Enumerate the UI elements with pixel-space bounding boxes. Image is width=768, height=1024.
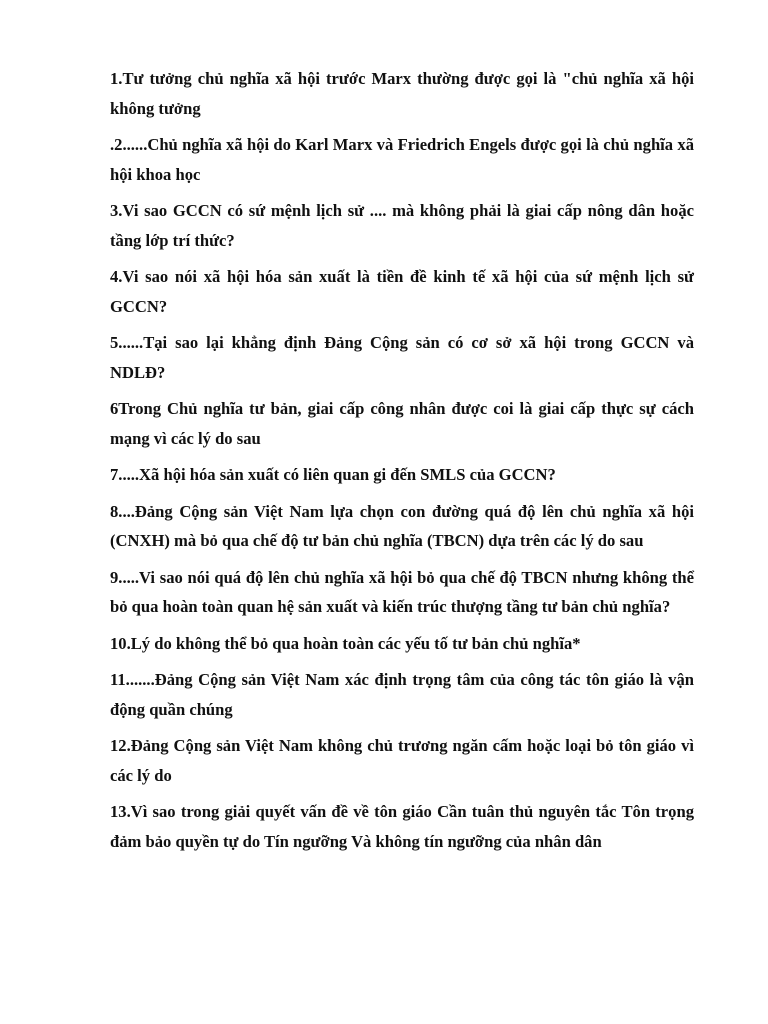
question-13: 13.Vì sao trong giải quyết vấn đề về tôn giáo Cần tuân thủ nguyên tắc Tôn trọng đảm bảo quyền tự do Tín ngưỡng Và không tín ngưỡng của nhân dân xyxy=(110,802,694,851)
question-7: 7.....Xã hội hóa sản xuất có liên quan gi đến SMLS của GCCN? xyxy=(110,465,556,484)
question-12: 12.Đảng Cộng sản Việt Nam không chủ trương ngăn cấm hoặc loại bỏ tôn giáo vì các lý do xyxy=(110,736,694,785)
question-6: 6Trong Chủ nghĩa tư bản, giai cấp công nhân được coi là giai cấp thực sự cách mạng vì các lý do sau xyxy=(110,399,694,448)
question-5: 5......Tại sao lại khẳng định Đảng Cộng sản có cơ sở xã hội trong GCCN và NDLĐ? xyxy=(110,333,694,382)
question-1: 1.Tư tưởng chủ nghĩa xã hội trước Marx thường được gọi là "chủ nghĩa xã hội không tưởng xyxy=(110,69,694,118)
question-9: 9.....Vi sao nói quá độ lên chủ nghĩa xã hội bỏ qua chế độ TBCN nhưng không thể bỏ qua hoàn toàn quan hệ sản xuất và kiến trúc thượng tầng tư bản chủ nghĩa? xyxy=(110,567,694,616)
question-8: 8....Đảng Cộng sản Việt Nam lựa chọn con đường quá độ lên chủ nghĩa xã hội (CNXH) mà bỏ qua chế độ tư bản chủ nghĩa (TBCN) dựa trên các lý do sau xyxy=(110,501,694,550)
question-10: 10.Lý do không thể bỏ qua hoàn toàn các yếu tố tư bản chủ nghĩa* xyxy=(110,633,581,653)
document-page xyxy=(110,64,694,863)
question-3: 3.Vi sao GCCN có sứ mệnh lịch sử .... mà không phải là giai cấp nông dân hoặc tầng lớp trí thức? xyxy=(110,201,694,250)
question-11: 11.......Đảng Cộng sản Việt Nam xác định trọng tâm của công tác tôn giáo là vận động quần chúng xyxy=(110,670,694,719)
question-4: 4.Vi sao nói xã hội hóa sản xuất là tiền đề kinh tế xã hội của sứ mệnh lịch sử GCCN? xyxy=(110,267,694,316)
question-2: .2......Chủ nghĩa xã hội do Karl Marx và Friedrich Engels được gọi là chủ nghĩa xã hội khoa học xyxy=(110,135,694,184)
